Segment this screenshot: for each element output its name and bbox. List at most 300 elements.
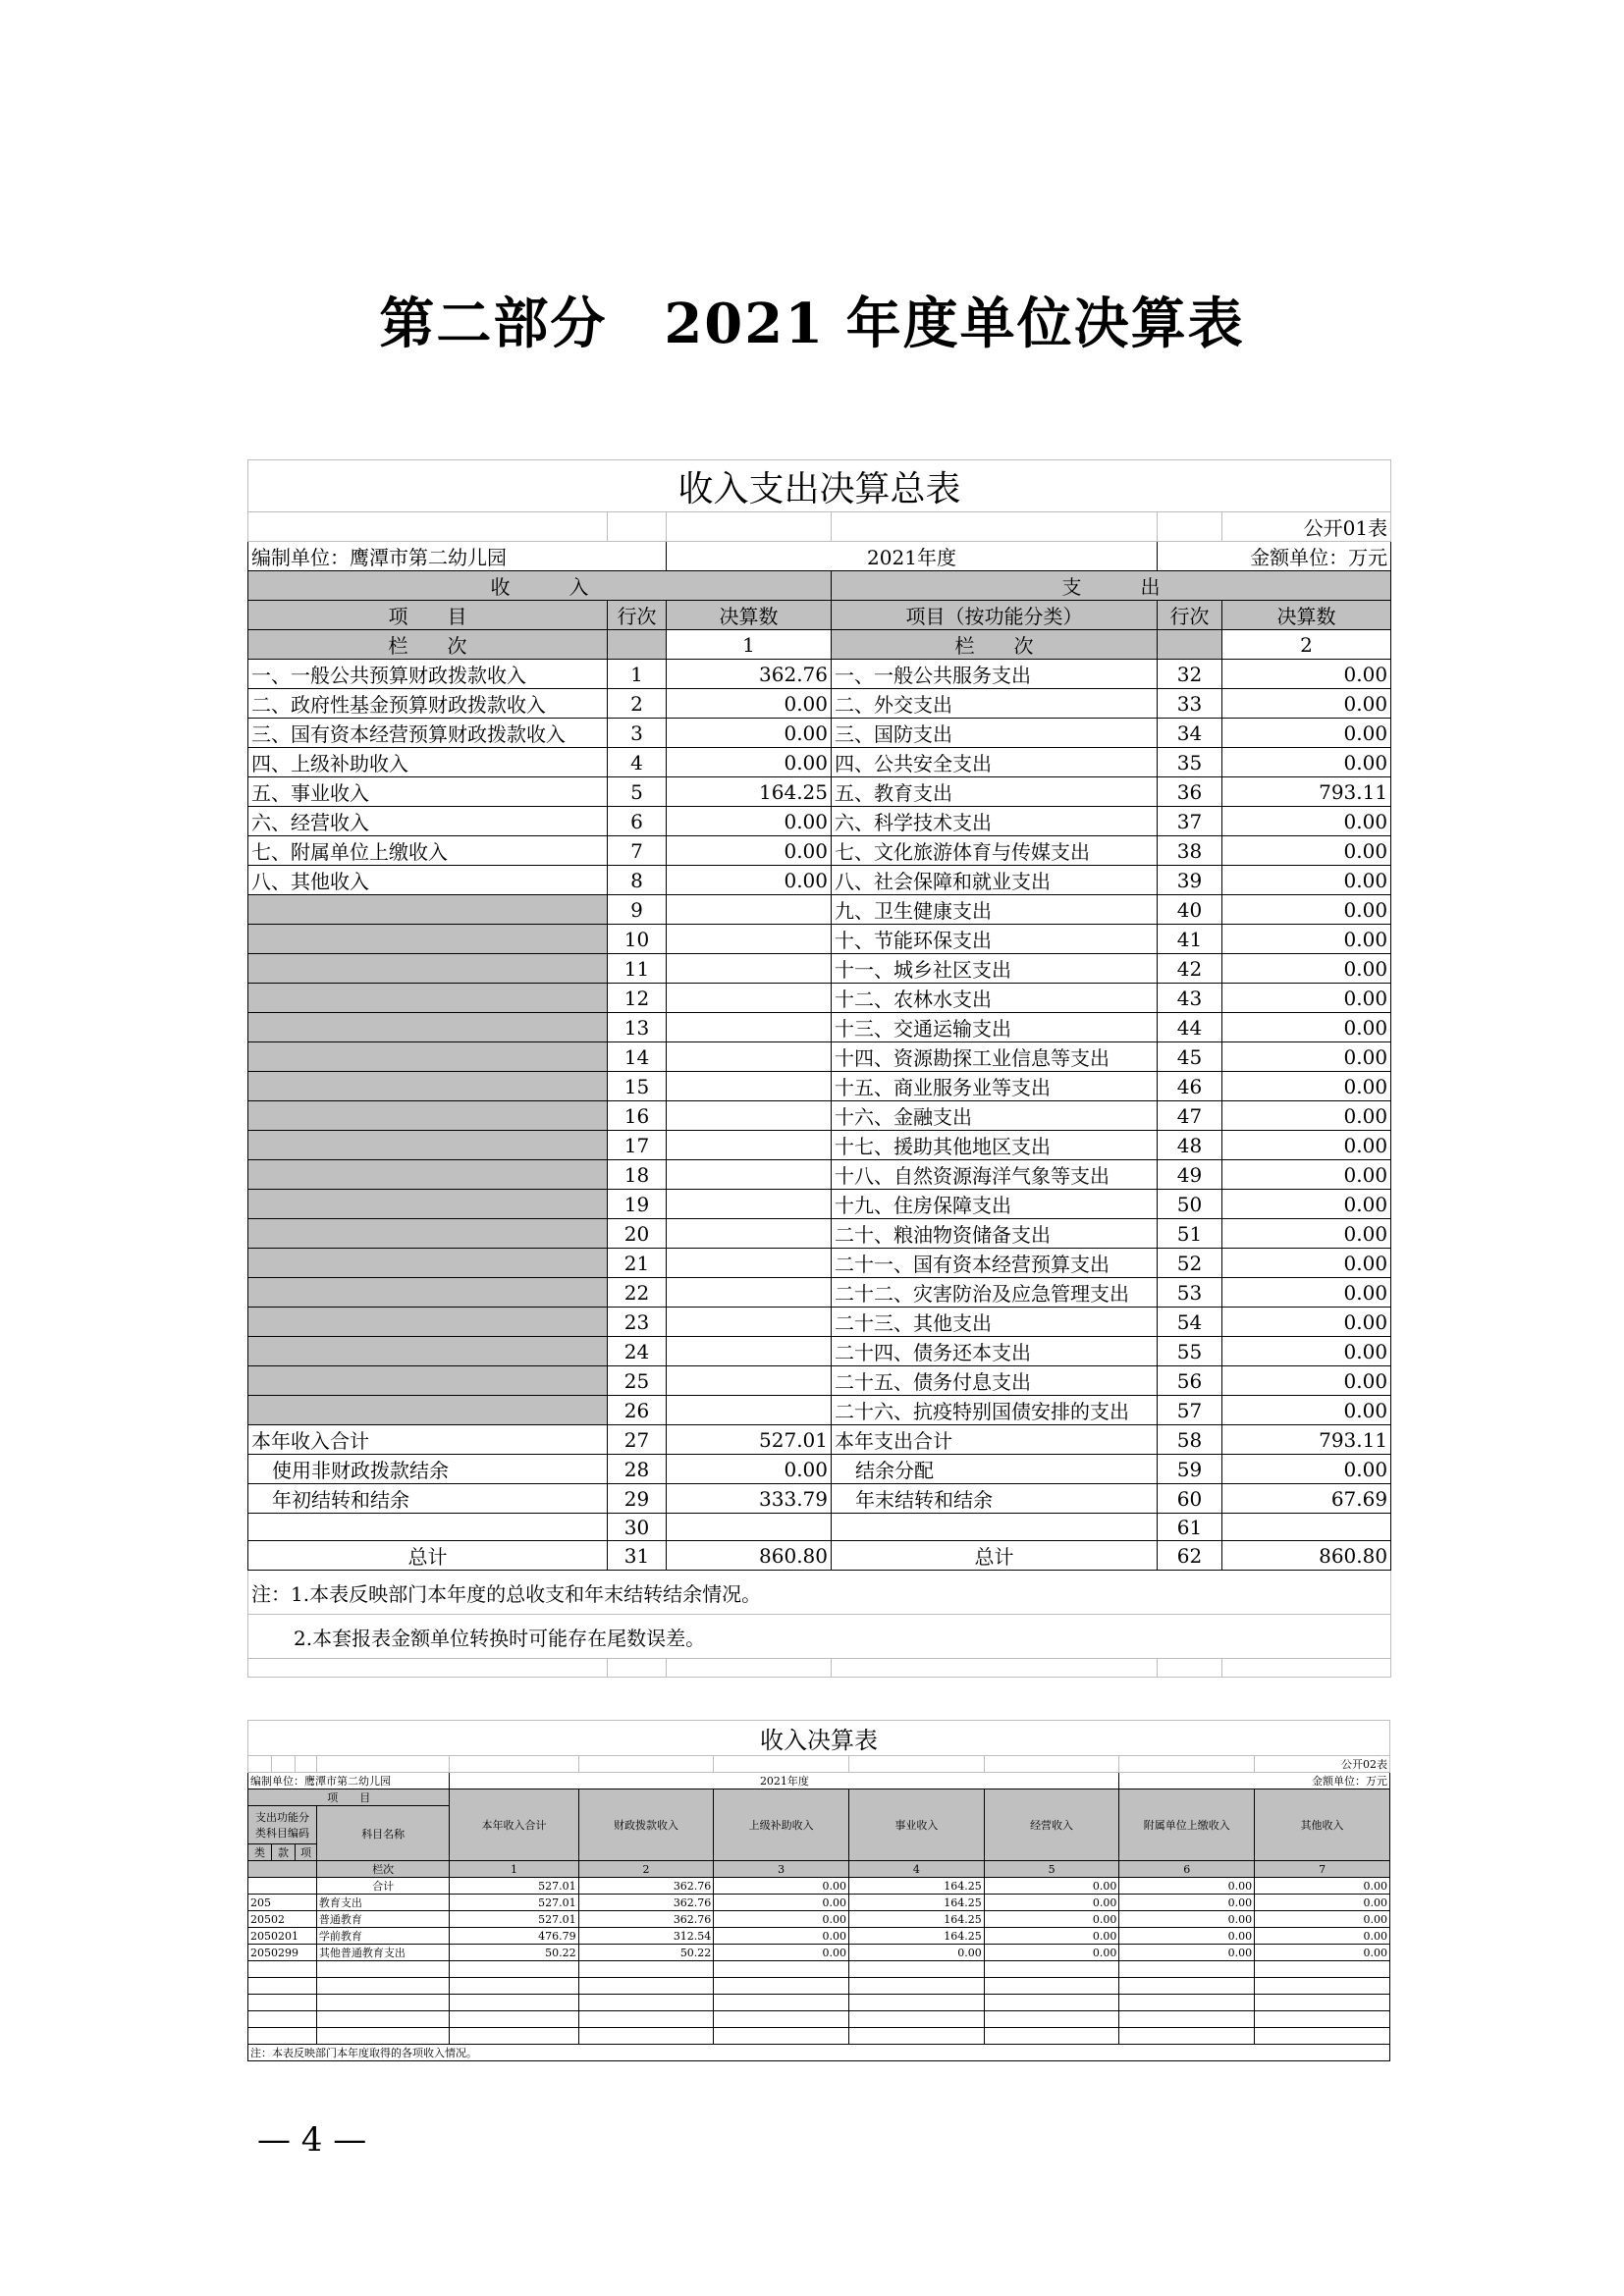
table-row (248, 866, 1391, 895)
expense-rowno: 35 (1158, 748, 1222, 777)
income-rowno: 17 (608, 1131, 667, 1160)
table1-title: 收入支出决算总表 (248, 460, 1391, 512)
income-rowno: 6 (608, 807, 667, 836)
expense-rowno: 33 (1158, 689, 1222, 719)
income-rowno: 10 (608, 925, 667, 954)
income-amount (667, 1072, 832, 1101)
income-amount (667, 1366, 832, 1396)
expense-amount: 67.69 (1222, 1484, 1391, 1514)
income-amount (667, 1337, 832, 1366)
income-amount (667, 1308, 832, 1337)
income-rowno: 28 (608, 1455, 667, 1484)
expense-item: 二十六、抗疫特别国债安排的支出 (832, 1396, 1158, 1425)
expense-rowno: 38 (1158, 836, 1222, 866)
expense-rowno: 62 (1158, 1541, 1222, 1571)
expense-item: 结余分配 (832, 1455, 1158, 1484)
value-cell: 0.00 (849, 1945, 985, 1961)
income-expense-summary-table (247, 459, 1390, 1678)
income-amount (667, 1101, 832, 1131)
income-header: 收 入 (248, 571, 832, 601)
total-value: 0.00 (1255, 1878, 1390, 1895)
table-row (248, 748, 1391, 777)
total-value: 164.25 (849, 1878, 985, 1895)
expense-rowno: 42 (1158, 954, 1222, 984)
expense-rowno: 61 (1158, 1514, 1222, 1541)
expense-item: 一、一般公共服务支出 (832, 660, 1158, 689)
expense-amount: 0.00 (1222, 807, 1391, 836)
col-header: 经营收入 (984, 1789, 1119, 1861)
table2-note: 注：本表反映部门本年度取得的各项收入情况。 (248, 2045, 1390, 2061)
expense-rowno: 57 (1158, 1396, 1222, 1425)
subject-name: 学前教育 (316, 1928, 450, 1945)
income-item: 使用非财政拨款结余 (248, 1455, 608, 1484)
income-rowno: 4 (608, 748, 667, 777)
col-rowno: 行次 (608, 601, 667, 630)
expense-item: 十四、资源勘探工业信息等支出 (832, 1042, 1158, 1072)
table1-note: 2.本套报表金额单位转换时可能存在尾数误差。 (248, 1615, 1391, 1659)
total-value: 0.00 (984, 1878, 1119, 1895)
income-rowno: 1 (608, 660, 667, 689)
col-amount: 决算数 (1222, 601, 1391, 630)
income-amount (667, 925, 832, 954)
income-item (248, 954, 608, 984)
expense-amount: 0.00 (1222, 1101, 1391, 1131)
value-cell: 0.00 (1119, 1945, 1255, 1961)
income-rowno: 19 (608, 1190, 667, 1219)
value-cell: 0.00 (984, 1895, 1119, 1911)
value-cell: 164.25 (849, 1928, 985, 1945)
income-rowno: 22 (608, 1278, 667, 1308)
subject-code: 20502 (248, 1911, 317, 1928)
income-amount: 333.79 (667, 1484, 832, 1514)
table-row (248, 1337, 1391, 1366)
table-row (248, 836, 1391, 866)
expense-rowno: 37 (1158, 807, 1222, 836)
table-row (248, 1042, 1391, 1072)
col-number: 3 (714, 1861, 849, 1878)
income-amount (667, 895, 832, 925)
income-amount: 0.00 (667, 807, 832, 836)
income-amount (667, 984, 832, 1013)
value-cell: 0.00 (1255, 1895, 1390, 1911)
item-header: 项 目 (248, 1789, 450, 1806)
table2-unit: 编制单位：鹰潭市第二幼儿园 (248, 1773, 450, 1789)
income-item: 本年收入合计 (248, 1425, 608, 1455)
income-amount (667, 954, 832, 984)
expense-amount: 793.11 (1222, 777, 1391, 807)
income-rowno: 18 (608, 1160, 667, 1190)
col-item-func: 项目（按功能分类） (832, 601, 1158, 630)
expense-rowno: 49 (1158, 1160, 1222, 1190)
total-value: 0.00 (1119, 1878, 1255, 1895)
value-cell: 0.00 (984, 1911, 1119, 1928)
expense-amount: 0.00 (1222, 1455, 1391, 1484)
expense-rowno: 50 (1158, 1190, 1222, 1219)
income-amount (667, 1396, 832, 1425)
col-amount: 决算数 (667, 601, 832, 630)
expense-amount: 860.80 (1222, 1541, 1391, 1571)
income-rowno: 8 (608, 866, 667, 895)
income-amount (667, 1249, 832, 1278)
expense-rowno: 56 (1158, 1366, 1222, 1396)
income-rowno: 11 (608, 954, 667, 984)
table1-note: 注：1.本表反映部门本年度的总收支和年末结转结余情况。 (248, 1571, 1391, 1615)
income-amount: 362.76 (667, 660, 832, 689)
income-amount: 0.00 (667, 748, 832, 777)
expense-item: 二十一、国有资本经营预算支出 (832, 1249, 1158, 1278)
income-amount (667, 1514, 832, 1541)
income-item (248, 1042, 608, 1072)
income-amount (667, 1190, 832, 1219)
income-rowno: 9 (608, 895, 667, 925)
income-rowno: 24 (608, 1337, 667, 1366)
col-header: 附属单位上缴收入 (1119, 1789, 1255, 1861)
expense-amount: 0.00 (1222, 1190, 1391, 1219)
income-amount (667, 1278, 832, 1308)
expense-item: 十七、援助其他地区支出 (832, 1131, 1158, 1160)
income-item: 年初结转和结余 (248, 1484, 608, 1514)
expense-amount: 0.00 (1222, 866, 1391, 895)
table-row (248, 1249, 1391, 1278)
income-amount: 527.01 (667, 1425, 832, 1455)
expense-amount: 0.00 (1222, 1366, 1391, 1396)
income-amount: 0.00 (667, 866, 832, 895)
income-rowno: 12 (608, 984, 667, 1013)
col-rowno: 行次 (1158, 601, 1222, 630)
value-cell: 476.79 (450, 1928, 578, 1945)
income-rowno: 3 (608, 719, 667, 748)
income-rowno: 7 (608, 836, 667, 866)
expense-amount: 0.00 (1222, 719, 1391, 748)
income-rowno: 31 (608, 1541, 667, 1571)
func-code-header: 支出功能分类科目编码 (248, 1806, 317, 1844)
table-row (248, 1911, 1390, 1928)
expense-amount: 0.00 (1222, 895, 1391, 925)
expense-item: 七、文化旅游体育与传媒支出 (832, 836, 1158, 866)
income-amount (667, 1042, 832, 1072)
col-number: 1 (450, 1861, 578, 1878)
income-rowno: 13 (608, 1013, 667, 1042)
col-header: 财政拨款收入 (578, 1789, 714, 1861)
income-item: 六、经营收入 (248, 807, 608, 836)
table-row (248, 1895, 1390, 1911)
expense-item: 二十三、其他支出 (832, 1308, 1158, 1337)
income-item: 一、一般公共预算财政拨款收入 (248, 660, 608, 689)
expense-rowno: 52 (1158, 1249, 1222, 1278)
income-rowno: 27 (608, 1425, 667, 1455)
lanci-1: 1 (667, 630, 832, 660)
expense-rowno: 36 (1158, 777, 1222, 807)
table-row (248, 984, 1391, 1013)
table-row (248, 1425, 1391, 1455)
table-row (248, 1484, 1391, 1514)
col-header: 事业收入 (849, 1789, 985, 1861)
expense-amount: 0.00 (1222, 1396, 1391, 1425)
income-rowno: 25 (608, 1366, 667, 1396)
income-item (248, 1396, 608, 1425)
expense-rowno: 53 (1158, 1278, 1222, 1308)
table-row (248, 1131, 1391, 1160)
income-item: 四、上级补助收入 (248, 748, 608, 777)
col-header: 上级补助收入 (714, 1789, 849, 1861)
income-item (248, 1101, 608, 1131)
table1-year: 2021年度 (667, 542, 1158, 571)
col-number: 4 (849, 1861, 985, 1878)
expense-item: 十三、交通运输支出 (832, 1013, 1158, 1042)
table-row (248, 1396, 1391, 1425)
expense-rowno: 40 (1158, 895, 1222, 925)
income-item (248, 1013, 608, 1042)
expense-amount: 0.00 (1222, 954, 1391, 984)
income-item (248, 1160, 608, 1190)
col-number: 2 (578, 1861, 714, 1878)
table-row (248, 1219, 1391, 1249)
expense-rowno: 47 (1158, 1101, 1222, 1131)
table-row (248, 895, 1391, 925)
subject-name-header: 科目名称 (316, 1806, 450, 1861)
expense-item: 年末结转和结余 (832, 1484, 1158, 1514)
income-item: 三、国有资本经营预算财政拨款收入 (248, 719, 608, 748)
income-item: 总计 (248, 1541, 608, 1571)
expense-item: 二十、粮油物资储备支出 (832, 1219, 1158, 1249)
xiang-header: 项 (296, 1844, 317, 1861)
subject-code: 2050299 (248, 1945, 317, 1961)
expense-amount: 0.00 (1222, 1308, 1391, 1337)
subject-name: 普通教育 (316, 1911, 450, 1928)
expense-rowno: 46 (1158, 1072, 1222, 1101)
expense-amount: 0.00 (1222, 925, 1391, 954)
page-title: 第二部分 2021 年度单位决算表 (379, 292, 1245, 356)
total-value: 527.01 (450, 1878, 578, 1895)
expense-item: 本年支出合计 (832, 1425, 1158, 1455)
expense-rowno: 55 (1158, 1337, 1222, 1366)
expense-rowno: 51 (1158, 1219, 1222, 1249)
expense-rowno: 60 (1158, 1484, 1222, 1514)
income-item: 八、其他收入 (248, 866, 608, 895)
expense-amount: 0.00 (1222, 660, 1391, 689)
expense-amount: 0.00 (1222, 1013, 1391, 1042)
income-detail-table (247, 1720, 1390, 2061)
expense-item: 八、社会保障和就业支出 (832, 866, 1158, 895)
expense-item (832, 1514, 1158, 1541)
table-row (248, 1278, 1391, 1308)
income-amount (667, 1160, 832, 1190)
table-row (248, 1945, 1390, 1961)
value-cell: 0.00 (714, 1928, 849, 1945)
expense-rowno: 43 (1158, 984, 1222, 1013)
income-item (248, 1514, 608, 1541)
lanci-label: 栏 次 (832, 630, 1158, 660)
expense-amount: 793.11 (1222, 1425, 1391, 1455)
value-cell: 0.00 (1255, 1945, 1390, 1961)
income-item (248, 925, 608, 954)
col-header: 其他收入 (1255, 1789, 1390, 1861)
lanci-label: 栏 次 (248, 630, 608, 660)
table1-amount-unit: 金额单位：万元 (1158, 542, 1391, 571)
income-item (248, 1366, 608, 1396)
income-item (248, 1308, 608, 1337)
table-row (248, 1190, 1391, 1219)
expense-amount: 0.00 (1222, 1042, 1391, 1072)
subject-name: 其他普通教育支出 (316, 1945, 450, 1961)
table-row (248, 689, 1391, 719)
expense-item: 五、教育支出 (832, 777, 1158, 807)
income-rowno: 14 (608, 1042, 667, 1072)
value-cell: 164.25 (849, 1911, 985, 1928)
income-item (248, 1072, 608, 1101)
col-number: 7 (1255, 1861, 1390, 1878)
total-value: 0.00 (714, 1878, 849, 1895)
kuan-header: 款 (272, 1844, 296, 1861)
table2-year: 2021年度 (450, 1773, 1119, 1789)
expense-item: 二十五、债务付息支出 (832, 1366, 1158, 1396)
value-cell: 164.25 (849, 1895, 985, 1911)
value-cell: 0.00 (1119, 1928, 1255, 1945)
income-item (248, 1131, 608, 1160)
income-rowno: 16 (608, 1101, 667, 1131)
income-rowno: 29 (608, 1484, 667, 1514)
table2-amount-unit: 金额单位：万元 (1119, 1773, 1390, 1789)
col-item: 项 目 (248, 601, 608, 630)
expense-item: 十九、住房保障支出 (832, 1190, 1158, 1219)
table-row (248, 1308, 1391, 1337)
col-header: 本年收入合计 (450, 1789, 578, 1861)
expense-amount: 0.00 (1222, 1249, 1391, 1278)
table-row (248, 1541, 1391, 1571)
table-row (248, 719, 1391, 748)
income-rowno: 2 (608, 689, 667, 719)
value-cell: 0.00 (984, 1928, 1119, 1945)
lanci-2: 2 (1222, 630, 1391, 660)
table-row (248, 1160, 1391, 1190)
table-row (248, 925, 1391, 954)
income-amount: 860.80 (667, 1541, 832, 1571)
income-item: 七、附属单位上缴收入 (248, 836, 608, 866)
income-amount: 164.25 (667, 777, 832, 807)
table1-unit: 编制单位：鹰潭市第二幼儿园 (248, 542, 667, 571)
income-amount: 0.00 (667, 719, 832, 748)
income-rowno: 5 (608, 777, 667, 807)
income-amount: 0.00 (667, 1455, 832, 1484)
value-cell: 50.22 (450, 1945, 578, 1961)
page-number: — 4 — (257, 2120, 367, 2160)
expense-amount: 0.00 (1222, 1219, 1391, 1249)
income-item: 五、事业收入 (248, 777, 608, 807)
expense-item: 四、公共安全支出 (832, 748, 1158, 777)
expense-item: 十一、城乡社区支出 (832, 954, 1158, 984)
value-cell: 0.00 (1255, 1928, 1390, 1945)
expense-item: 九、卫生健康支出 (832, 895, 1158, 925)
table2-code: 公开02表 (1255, 1756, 1390, 1773)
expense-header: 支 出 (832, 571, 1391, 601)
expense-rowno: 39 (1158, 866, 1222, 895)
expense-item: 十、节能环保支出 (832, 925, 1158, 954)
table-row (248, 954, 1391, 984)
income-amount (667, 1131, 832, 1160)
value-cell: 0.00 (714, 1911, 849, 1928)
table-row (248, 1366, 1391, 1396)
expense-amount: 0.00 (1222, 1160, 1391, 1190)
table-row (248, 1928, 1390, 1945)
value-cell: 0.00 (984, 1945, 1119, 1961)
table-row (248, 1455, 1391, 1484)
table-row (248, 777, 1391, 807)
value-cell: 0.00 (1255, 1911, 1390, 1928)
income-amount (667, 1219, 832, 1249)
subject-name: 教育支出 (316, 1895, 450, 1911)
income-item (248, 1278, 608, 1308)
income-item: 二、政府性基金预算财政拨款收入 (248, 689, 608, 719)
expense-rowno: 45 (1158, 1042, 1222, 1072)
subject-code: 205 (248, 1895, 317, 1911)
income-rowno: 21 (608, 1249, 667, 1278)
total-label: 合计 (316, 1878, 450, 1895)
expense-amount (1222, 1514, 1391, 1541)
value-cell: 0.00 (714, 1895, 849, 1911)
expense-amount: 0.00 (1222, 1337, 1391, 1366)
value-cell: 0.00 (1119, 1895, 1255, 1911)
value-cell: 362.76 (578, 1895, 714, 1911)
expense-item: 十二、农林水支出 (832, 984, 1158, 1013)
income-rowno: 20 (608, 1219, 667, 1249)
value-cell: 527.01 (450, 1911, 578, 1928)
lei-header: 类 (248, 1844, 272, 1861)
income-item (248, 1249, 608, 1278)
expense-item: 二十四、债务还本支出 (832, 1337, 1158, 1366)
value-cell: 362.76 (578, 1911, 714, 1928)
expense-item: 十五、商业服务业等支出 (832, 1072, 1158, 1101)
expense-amount: 0.00 (1222, 1072, 1391, 1101)
table-row (248, 660, 1391, 689)
table-row (248, 807, 1391, 836)
expense-rowno: 58 (1158, 1425, 1222, 1455)
table-row (248, 1101, 1391, 1131)
expense-item: 三、国防支出 (832, 719, 1158, 748)
table-row (248, 1013, 1391, 1042)
expense-amount: 0.00 (1222, 1278, 1391, 1308)
expense-item: 六、科学技术支出 (832, 807, 1158, 836)
income-rowno: 15 (608, 1072, 667, 1101)
expense-rowno: 54 (1158, 1308, 1222, 1337)
table2-title: 收入决算表 (248, 1721, 1390, 1756)
expense-amount: 0.00 (1222, 1131, 1391, 1160)
expense-amount: 0.00 (1222, 748, 1391, 777)
expense-amount: 0.00 (1222, 984, 1391, 1013)
expense-amount: 0.00 (1222, 836, 1391, 866)
subject-code: 2050201 (248, 1928, 317, 1945)
expense-rowno: 44 (1158, 1013, 1222, 1042)
total-value: 362.76 (578, 1878, 714, 1895)
income-item (248, 1219, 608, 1249)
income-item (248, 895, 608, 925)
income-item (248, 1190, 608, 1219)
expense-rowno: 32 (1158, 660, 1222, 689)
income-rowno: 30 (608, 1514, 667, 1541)
expense-item: 二十二、灾害防治及应急管理支出 (832, 1278, 1158, 1308)
table-row (248, 1514, 1391, 1541)
expense-item: 十八、自然资源海洋气象等支出 (832, 1160, 1158, 1190)
income-amount: 0.00 (667, 689, 832, 719)
col-number: 5 (984, 1861, 1119, 1878)
value-cell: 50.22 (578, 1945, 714, 1961)
col-number: 6 (1119, 1861, 1255, 1878)
expense-rowno: 59 (1158, 1455, 1222, 1484)
lanci-label: 栏次 (316, 1861, 450, 1878)
income-rowno: 23 (608, 1308, 667, 1337)
expense-amount: 0.00 (1222, 689, 1391, 719)
expense-rowno: 48 (1158, 1131, 1222, 1160)
value-cell: 0.00 (714, 1945, 849, 1961)
